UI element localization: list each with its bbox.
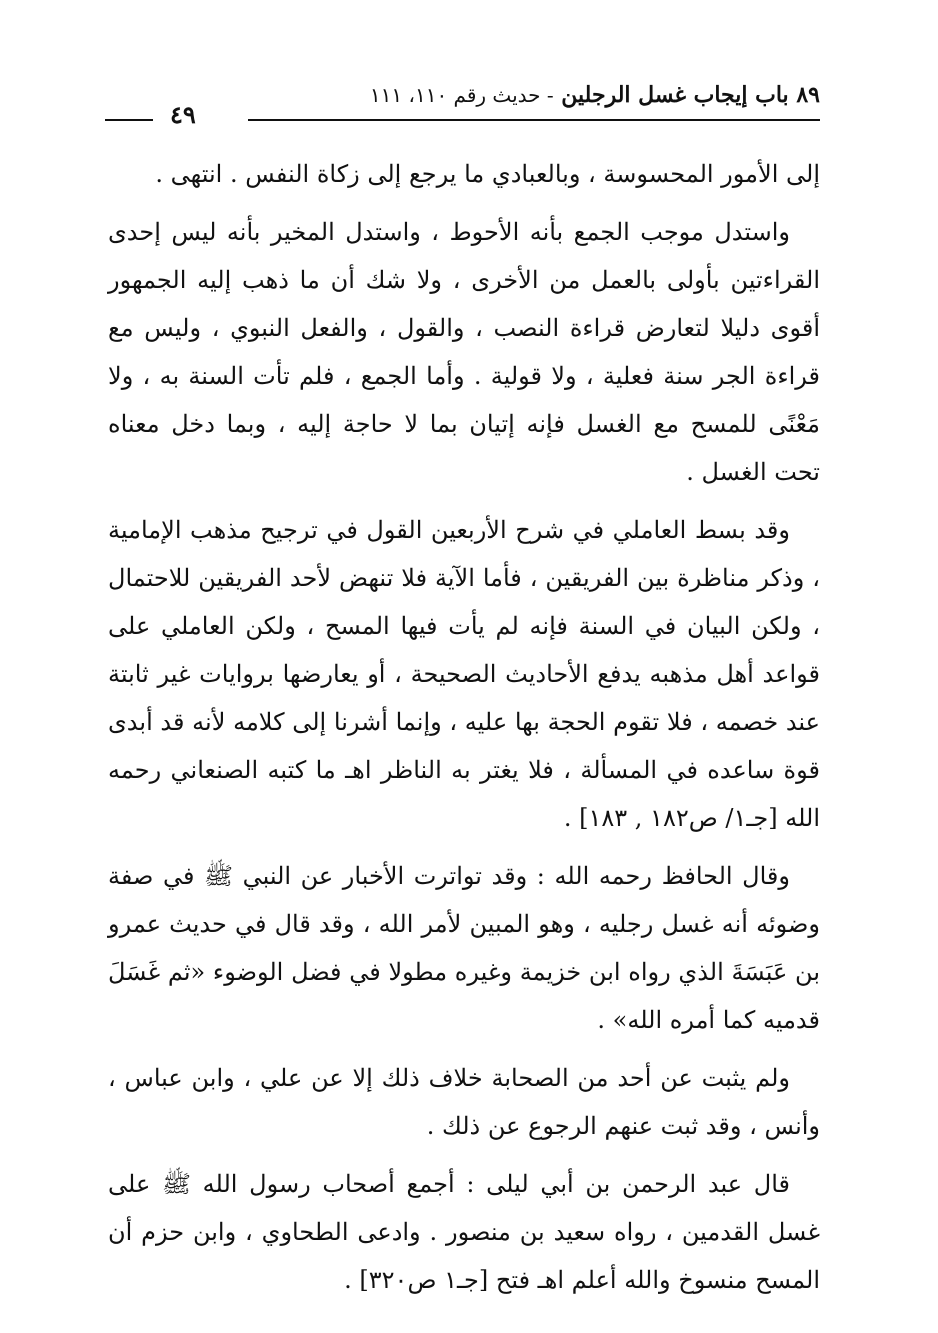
paragraph: قال عبد الرحمن بن أبي ليلى : أجمع أصحاب رسول الله ﷺ على غسل القدمين ، رواه سعيد بن منصور . وادعى الطحاوي ، وابن حزم أن المسح منسوخ والله أعلم اهـ فتح [جـ١ ص٣٢٠] . — [108, 1170, 820, 1294]
chapter-heading — [370, 82, 820, 108]
paragraph-continuation: إلى الأمور المحسوسة ، وبالعبادي ما يرجع إلى زكاة النفس . انتهى . — [155, 160, 820, 188]
paragraph: وقد بسط العاملي في شرح الأربعين القول في ترجيح مذهب الإمامية ، وذكر مناظرة بين الفريقين ، فأما الآية فلا تنهض لأحد الفريقين للاحتمال ، ولكن البيان في السنة فإنه لم يأت فيها المسح ، ولكن العاملي على قواعد أهل مذهبه يدفع الأحاديث الصحيحة ، أو يعارضها بروايات غير ثابتة عند خصمه ، فلا تقوم الحجة بها عليه ، وإنما أشرنا إلى كلامه لأنه قد أبدى قوة ساعده في المسألة ، فلا يغتر به الناظر اهـ ما كتبه الصنعاني رحمه الله [جـ١/ ص١٨٢ , ١٨٣] . — [108, 516, 820, 832]
page-number: ٤٩ — [170, 100, 196, 129]
header-rule-left — [105, 119, 153, 121]
chapter-number: ٨٩ — [796, 82, 820, 108]
chapter-title: باب إيجاب غسل الرجلين — [561, 82, 789, 108]
paragraph: وقال الحافظ رحمه الله : وقد تواترت الأخبار عن النبي ﷺ في صفة وضوئه أنه غسل رجليه ، وهو المبين لأمر الله ، وقد قال في حديث عمرو بن عَبَسَةَ الذي رواه ابن خزيمة وغيره مطولا في فضل الوضوء «ثم غَسَلَ قدميه كما أمره الله» . — [108, 862, 820, 1034]
paragraph: واستدل موجب الجمع بأنه الأحوط ، واستدل المخير بأنه ليس إحدى القراءتين بأولى بالعمل من الأخرى ، ولا شك أن ما ذهب إليه الجمهور أقوى دليلا لتعارض قراءة النصب ، والقول ، والفعل النبوي ، وليس مع قراءة الجر سنة فعلية ، ولا قولية . وأما الجمع ، فلم تأت السنة به ، ولا مَعْنًى للمسح مع الغسل فإنه إتيان بما لا حاجة إليه ، وبما دخل معناه تحت الغسل . — [108, 218, 821, 486]
body-text — [108, 150, 820, 1304]
hadith-reference: - حديث رقم ١١٠، ١١١ — [369, 83, 554, 107]
paragraph: ولم يثبت عن أحد من الصحابة خلاف ذلك إلا عن علي ، وابن عباس ، وأنس ، وقد ثبت عنهم الرجوع عن ذلك . — [108, 1064, 820, 1140]
running-header — [100, 78, 820, 138]
header-rule-right — [248, 119, 820, 121]
